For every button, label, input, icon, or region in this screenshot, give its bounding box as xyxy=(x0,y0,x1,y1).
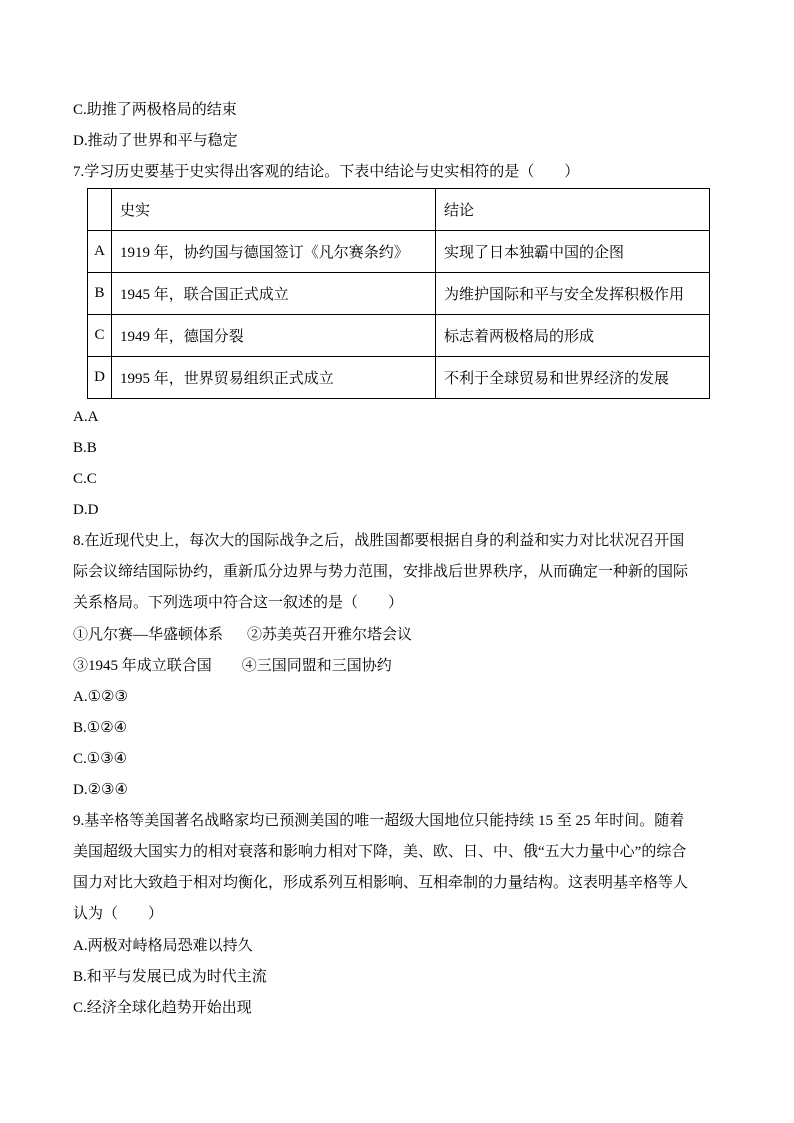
row-conclusion: 实现了日本独霸中国的企图 xyxy=(436,231,710,273)
table-header-letter xyxy=(88,189,112,231)
q8-stem-line: 际会议缔结国际协约，重新瓜分边界与势力范围，安排战后世界秩序，从而确定一种新的国际 xyxy=(73,564,689,580)
q7-table xyxy=(87,188,710,399)
q7-option-c: C.C xyxy=(73,471,97,487)
q9-stem xyxy=(73,806,723,930)
row-conclusion: 标志着两极格局的形成 xyxy=(436,315,710,357)
q7-option-d: D.D xyxy=(73,502,99,518)
q8-option-a: A.①②③ xyxy=(73,689,128,705)
q8-item-2: ②苏美英召开雅尔塔会议 xyxy=(247,627,413,643)
q7-option-a: A.A xyxy=(73,409,99,425)
table-row xyxy=(88,357,710,399)
table-row xyxy=(88,315,710,357)
q6-option-d: D.推动了世界和平与稳定 xyxy=(73,133,238,149)
q9-stem-line: 国力对比大致趋于相对均衡化，形成系列互相影响、互相牵制的力量结构。这表明基辛格等人 xyxy=(73,875,689,891)
q9-option-b: B.和平与发展已成为时代主流 xyxy=(73,969,267,985)
row-conclusion: 为维护国际和平与安全发挥积极作用 xyxy=(436,273,710,315)
row-fact: 1949 年，德国分裂 xyxy=(112,315,436,357)
q9-stem-line: 美国超级大国实力的相对衰落和影响力相对下降，美、欧、日、中、俄“五大力量中心”的综合 xyxy=(73,844,687,860)
q6-option-c: C.助推了两极格局的结束 xyxy=(73,102,237,118)
table-row xyxy=(88,231,710,273)
row-conclusion: 不利于全球贸易和世界经济的发展 xyxy=(436,357,710,399)
row-letter: A xyxy=(88,231,112,273)
q8-stem xyxy=(73,526,723,619)
row-fact: 1945 年，联合国正式成立 xyxy=(112,273,436,315)
table-header-conclusion: 结论 xyxy=(436,189,710,231)
q7-stem: 7.学习历史要基于史实得出客观的结论。下表中结论与史实相符的是（ ） xyxy=(73,164,580,180)
q8-item-4: ④三国同盟和三国协约 xyxy=(241,658,392,674)
q9-option-c: C.经济全球化趋势开始出现 xyxy=(73,1000,252,1016)
row-letter: C xyxy=(88,315,112,357)
q7-option-b: B.B xyxy=(73,440,97,456)
q8-items-row-1 xyxy=(73,625,412,645)
q8-stem-line: 8.在近现代史上，每次大的国际战争之后，战胜国都要根据自身的利益和实力对比状况召开国 xyxy=(73,533,685,549)
q9-option-a: A.两极对峙格局恐难以持久 xyxy=(73,938,253,954)
row-fact: 1995 年，世界贸易组织正式成立 xyxy=(112,357,436,399)
q8-option-d: D.②③④ xyxy=(73,782,128,798)
row-fact: 1919 年，协约国与德国签订《凡尔赛条约》 xyxy=(112,231,436,273)
row-letter: B xyxy=(88,273,112,315)
q8-item-1: ①凡尔赛—华盛顿体系 xyxy=(73,627,224,643)
q9-stem-line: 9.基辛格等美国著名战略家均已预测美国的唯一超级大国地位只能持续 15 至 25 年时间。随着 xyxy=(73,813,685,829)
q8-items-row-2 xyxy=(73,656,392,676)
table-header-row xyxy=(88,189,710,231)
q8-option-b: B.①②④ xyxy=(73,720,128,736)
table-header-fact: 史实 xyxy=(112,189,436,231)
row-letter: D xyxy=(88,357,112,399)
q8-item-3: ③1945 年成立联合国 xyxy=(73,658,212,674)
q8-stem-line: 关系格局。下列选项中符合这一叙述的是（ ） xyxy=(73,595,404,611)
q8-option-c: C.①③④ xyxy=(73,751,128,767)
q9-stem-line: 认为（ ） xyxy=(73,906,164,922)
table-row xyxy=(88,273,710,315)
